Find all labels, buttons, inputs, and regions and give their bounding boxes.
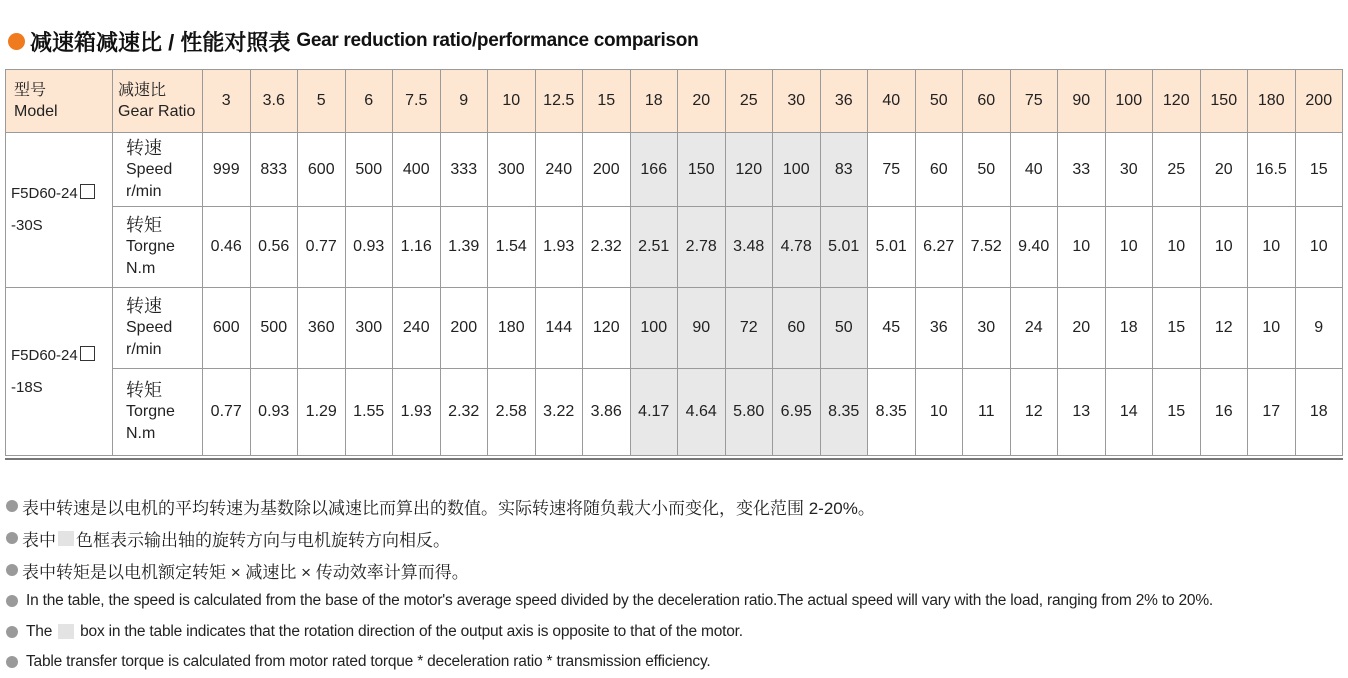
ratio-col-header: 180 <box>1248 70 1296 133</box>
speed-label-en: Speed <box>126 319 173 336</box>
speed-label-cell <box>113 288 203 369</box>
table-header-row <box>6 70 1343 133</box>
note-zh-2 <box>6 522 1346 554</box>
ratio-col-header: 75 <box>1010 70 1058 133</box>
speed-value-cell: 999 <box>203 133 251 207</box>
speed-value-cell: 300 <box>345 288 393 369</box>
torque-label-unit: N.m <box>126 425 156 442</box>
speed-label-unit: r/min <box>126 182 162 200</box>
torque-value-cell: 1.16 <box>393 207 441 288</box>
torque-value-cell: 4.17 <box>630 369 678 456</box>
ratio-col-header: 100 <box>1105 70 1153 133</box>
model-name-cell <box>6 288 113 456</box>
torque-value-cell: 10 <box>1058 207 1106 288</box>
torque-value-cell: 14 <box>1105 369 1153 456</box>
speed-value-cell: 200 <box>583 133 631 207</box>
ratio-col-header: 40 <box>868 70 916 133</box>
ratio-col-header: 25 <box>725 70 773 133</box>
gray-swatch-icon <box>58 531 74 546</box>
torque-value-cell: 0.93 <box>250 369 298 456</box>
speed-value-cell: 75 <box>868 133 916 207</box>
speed-label-en: Speed <box>126 160 173 178</box>
speed-value-cell: 150 <box>678 133 726 207</box>
torque-label-zh: 转矩 <box>126 215 162 235</box>
speed-value-cell: 90 <box>678 288 726 369</box>
note-text-after: 色框表示输出轴的旋转方向与电机旋转方向相反。 <box>76 530 450 550</box>
speed-value-cell: 100 <box>773 133 821 207</box>
speed-value-cell: 180 <box>488 288 536 369</box>
speed-value-cell: 200 <box>440 288 488 369</box>
torque-value-cell: 13 <box>1058 369 1106 456</box>
torque-value-cell: 8.35 <box>868 369 916 456</box>
speed-value-cell: 400 <box>393 133 441 207</box>
note-text-before: The <box>26 622 53 640</box>
ratio-col-header: 150 <box>1200 70 1248 133</box>
note-text: In the table, the speed is calculated from the base of the motor's average speed divided by the deceleration ratio.The actual speed will vary with the load, ranging from 2% to 20%. <box>26 592 1214 610</box>
speed-value-cell: 12 <box>1200 288 1248 369</box>
model-header <box>6 70 113 133</box>
model-name-cell <box>6 133 113 288</box>
speed-value-cell: 30 <box>1105 133 1153 207</box>
torque-value-cell: 10 <box>915 369 963 456</box>
speed-value-cell: 50 <box>963 133 1011 207</box>
torque-value-cell: 15 <box>1153 369 1201 456</box>
bullet-icon <box>6 595 18 607</box>
ratio-col-header: 30 <box>773 70 821 133</box>
speed-value-cell: 166 <box>630 133 678 207</box>
note-en-3 <box>6 647 1346 678</box>
torque-value-cell: 0.77 <box>203 369 251 456</box>
table-row <box>6 133 1343 207</box>
torque-value-cell: 4.78 <box>773 207 821 288</box>
torque-label-cell <box>113 369 203 456</box>
speed-value-cell: 45 <box>868 288 916 369</box>
speed-value-cell: 20 <box>1200 133 1248 207</box>
torque-value-cell: 2.78 <box>678 207 726 288</box>
ratio-col-header: 15 <box>583 70 631 133</box>
torque-value-cell: 18 <box>1295 369 1343 456</box>
torque-value-cell: 10 <box>1200 207 1248 288</box>
ratio-col-header: 5 <box>298 70 346 133</box>
speed-value-cell: 600 <box>203 288 251 369</box>
ratio-col-header: 200 <box>1295 70 1343 133</box>
torque-value-cell: 17 <box>1248 369 1296 456</box>
torque-value-cell: 10 <box>1153 207 1201 288</box>
speed-value-cell: 240 <box>393 288 441 369</box>
speed-label-unit: r/min <box>126 341 162 358</box>
speed-value-cell: 16.5 <box>1248 133 1296 207</box>
speed-value-cell: 24 <box>1010 288 1058 369</box>
torque-value-cell: 12 <box>1010 369 1058 456</box>
checkbox-square-icon <box>80 184 95 199</box>
torque-label-unit: N.m <box>126 260 156 277</box>
speed-value-cell: 36 <box>915 288 963 369</box>
gray-swatch-icon <box>58 624 74 639</box>
torque-value-cell: 3.22 <box>535 369 583 456</box>
torque-value-cell: 1.39 <box>440 207 488 288</box>
speed-value-cell: 15 <box>1153 288 1201 369</box>
title-zh: 减速箱减速比 / 性能对照表 <box>30 29 291 55</box>
bullet-icon <box>6 626 18 638</box>
torque-value-cell: 11 <box>963 369 1011 456</box>
table-row <box>6 207 1343 288</box>
speed-value-cell: 500 <box>250 288 298 369</box>
speed-label-zh: 转速 <box>126 296 162 316</box>
ratio-col-header: 50 <box>915 70 963 133</box>
torque-value-cell: 10 <box>1248 207 1296 288</box>
speed-value-cell: 25 <box>1153 133 1201 207</box>
torque-value-cell: 6.27 <box>915 207 963 288</box>
speed-value-cell: 60 <box>773 288 821 369</box>
ratio-col-header: 3 <box>203 70 251 133</box>
speed-value-cell: 72 <box>725 288 773 369</box>
torque-value-cell: 0.46 <box>203 207 251 288</box>
torque-label-cell <box>113 207 203 288</box>
speed-value-cell: 833 <box>250 133 298 207</box>
model-name-line2: -30S <box>11 217 43 234</box>
checkbox-square-icon <box>80 346 95 361</box>
bullet-icon <box>6 656 18 668</box>
table-row <box>6 288 1343 369</box>
torque-value-cell: 8.35 <box>820 369 868 456</box>
bullet-icon <box>6 564 18 576</box>
speed-value-cell: 20 <box>1058 288 1106 369</box>
ratio-col-header: 60 <box>963 70 1011 133</box>
speed-value-cell: 120 <box>583 288 631 369</box>
torque-label-en: Torgne <box>126 403 175 420</box>
note-en-2 <box>6 617 1346 648</box>
model-header-en: Model <box>14 103 58 120</box>
ratio-col-header: 10 <box>488 70 536 133</box>
speed-value-cell: 600 <box>298 133 346 207</box>
torque-value-cell: 0.93 <box>345 207 393 288</box>
speed-value-cell: 144 <box>535 288 583 369</box>
note-text: Table transfer torque is calculated from motor rated torque * deceleration ratio * transmission efficiency. <box>26 653 711 671</box>
speed-value-cell: 500 <box>345 133 393 207</box>
torque-label-en: Torgne <box>126 238 175 255</box>
speed-value-cell: 100 <box>630 288 678 369</box>
speed-value-cell: 240 <box>535 133 583 207</box>
speed-label-cell <box>113 133 203 207</box>
speed-value-cell: 333 <box>440 133 488 207</box>
torque-value-cell: 2.51 <box>630 207 678 288</box>
ratio-col-header: 7.5 <box>393 70 441 133</box>
table-row <box>6 369 1343 456</box>
note-text: 表中转速是以电机的平均转速为基数除以减速比而算出的数值。实际转速将随负载大小而变化，变化范围 2-20%。 <box>22 498 875 518</box>
torque-value-cell: 1.93 <box>393 369 441 456</box>
model-header-zh: 型号 <box>14 82 47 99</box>
torque-value-cell: 3.48 <box>725 207 773 288</box>
torque-value-cell: 16 <box>1200 369 1248 456</box>
speed-value-cell: 18 <box>1105 288 1153 369</box>
torque-value-cell: 5.80 <box>725 369 773 456</box>
speed-value-cell: 50 <box>820 288 868 369</box>
torque-value-cell: 0.77 <box>298 207 346 288</box>
title-en: Gear reduction ratio/performance comparison <box>296 30 699 51</box>
note-text-before: 表中 <box>22 530 56 550</box>
torque-value-cell: 1.55 <box>345 369 393 456</box>
torque-value-cell: 10 <box>1105 207 1153 288</box>
torque-value-cell: 1.29 <box>298 369 346 456</box>
model-name-line1: F5D60-24 <box>11 346 78 364</box>
note-en-1 <box>6 586 1346 617</box>
speed-value-cell: 120 <box>725 133 773 207</box>
ratio-col-header: 3.6 <box>250 70 298 133</box>
notes <box>6 490 1346 678</box>
torque-value-cell: 2.32 <box>583 207 631 288</box>
torque-value-cell: 5.01 <box>820 207 868 288</box>
ratio-col-header: 18 <box>630 70 678 133</box>
ratio-col-header: 36 <box>820 70 868 133</box>
table-bottom-rule <box>5 458 1343 460</box>
orange-dot-icon <box>8 33 25 50</box>
speed-value-cell: 60 <box>915 133 963 207</box>
speed-value-cell: 15 <box>1295 133 1343 207</box>
page-title <box>8 26 698 56</box>
torque-value-cell: 2.58 <box>488 369 536 456</box>
torque-value-cell: 6.95 <box>773 369 821 456</box>
ratio-col-header: 9 <box>440 70 488 133</box>
note-zh-3 <box>6 554 1346 586</box>
speed-value-cell: 83 <box>820 133 868 207</box>
ratio-col-header: 12.5 <box>535 70 583 133</box>
speed-value-cell: 10 <box>1248 288 1296 369</box>
ratio-header-en: Gear Ratio <box>118 103 196 120</box>
note-text: 表中转矩是以电机额定转矩 × 减速比 × 传动效率计算而得。 <box>22 562 469 582</box>
ratio-header <box>113 70 203 133</box>
ratio-col-header: 90 <box>1058 70 1106 133</box>
ratio-col-header: 6 <box>345 70 393 133</box>
model-name-line1: F5D60-24 <box>11 185 78 202</box>
note-text-after: box in the table indicates that the rotation direction of the output axis is opposite to that of the motor. <box>80 622 743 640</box>
ratio-col-header: 120 <box>1153 70 1201 133</box>
torque-value-cell: 1.93 <box>535 207 583 288</box>
torque-value-cell: 9.40 <box>1010 207 1058 288</box>
torque-value-cell: 3.86 <box>583 369 631 456</box>
torque-value-cell: 4.64 <box>678 369 726 456</box>
model-name-line2: -18S <box>11 378 43 396</box>
torque-value-cell: 2.32 <box>440 369 488 456</box>
speed-value-cell: 33 <box>1058 133 1106 207</box>
torque-label-zh: 转矩 <box>126 380 162 400</box>
speed-value-cell: 360 <box>298 288 346 369</box>
note-zh-1 <box>6 490 1346 522</box>
torque-value-cell: 10 <box>1295 207 1343 288</box>
bullet-icon <box>6 532 18 544</box>
performance-table <box>5 69 1343 456</box>
speed-value-cell: 300 <box>488 133 536 207</box>
bullet-icon <box>6 500 18 512</box>
speed-value-cell: 9 <box>1295 288 1343 369</box>
torque-value-cell: 5.01 <box>868 207 916 288</box>
ratio-header-zh: 减速比 <box>118 82 167 99</box>
speed-label-zh: 转速 <box>126 137 162 158</box>
speed-value-cell: 30 <box>963 288 1011 369</box>
ratio-col-header: 20 <box>678 70 726 133</box>
torque-value-cell: 0.56 <box>250 207 298 288</box>
torque-value-cell: 7.52 <box>963 207 1011 288</box>
speed-value-cell: 40 <box>1010 133 1058 207</box>
torque-value-cell: 1.54 <box>488 207 536 288</box>
